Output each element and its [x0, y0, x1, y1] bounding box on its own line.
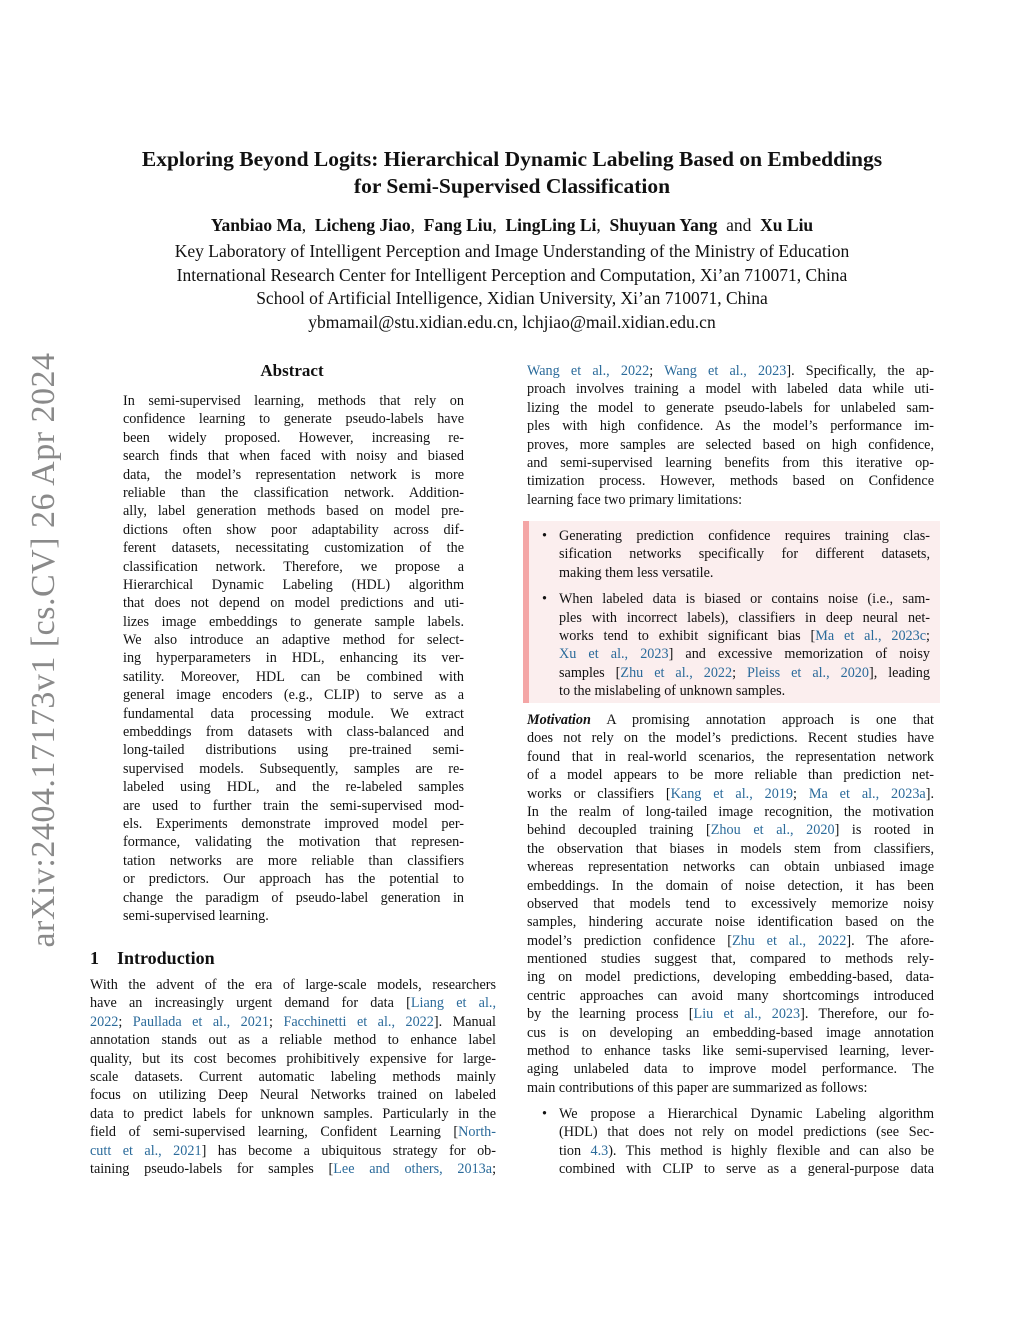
abstract-line: labeled using HDL, and the re-labeled samples: [123, 779, 464, 796]
author-list: Yanbiao Ma, Licheng Jiao, Fang Liu, LingLing Li, Shuyuan Yang and Xu Liu: [210, 215, 814, 235]
abstract-line: We also introduce an adaptive method for select-: [123, 632, 464, 649]
abstract-line: lizes image embeddings to generate sample labels.: [123, 613, 464, 630]
abstract-line: ing hyperparameters in HDL, enhancing its ver-: [123, 650, 464, 667]
citation-link[interactable]: Xu et al., 2023: [559, 646, 669, 663]
abstract-line: In semi-supervised learning, methods that rely on: [123, 393, 464, 409]
motivation-label: Motivation: [527, 712, 591, 728]
affiliation-3: School of Artificial Intelligence, Xidian University, Xi’an 710071, China: [256, 288, 768, 308]
abstract-line: tation networks are more reliable than classifiers: [123, 852, 464, 869]
intro-line: With the advent of the era of large-scale models, researchers: [90, 977, 496, 993]
abstract-line: Hierarchical Dynamic Labeling (HDL) algorithm: [123, 576, 464, 593]
citation-link[interactable]: Lee and others, 2013a: [333, 1160, 493, 1177]
body-line: learning face two primary limitations:: [527, 491, 743, 508]
limitations-list: [540, 527, 930, 701]
paper-title: [80, 146, 944, 200]
abstract-line: that does not depend on model predictions and uti-: [123, 595, 464, 612]
list-item: • Generating prediction confidence requires training clas- sification networks specifically for different datasets, making them less versatile.: [542, 528, 930, 581]
section-ref-link[interactable]: 4.3: [590, 1142, 609, 1159]
abstract-line: satility. Moreover, HDL can be combined with: [123, 668, 464, 685]
citation-link[interactable]: Ma et al., 2023c: [815, 627, 927, 644]
intro-line: annotation stands out as a reliable method to enhance label: [90, 1032, 496, 1049]
abstract-line: general image encoders (e.g., CLIP) to serve as a: [123, 687, 464, 704]
authors-and: and: [726, 215, 752, 235]
section-number: 1: [90, 948, 99, 968]
intro-line: cutt et al., 2021] has become a ubiquitous strategy for ob-: [90, 1142, 496, 1159]
citation-link[interactable]: Liu et al., 2023: [693, 1006, 801, 1023]
citation-link[interactable]: Kang et al., 2019: [670, 785, 794, 802]
contributions-list: [542, 1105, 934, 1179]
abstract-line: are used to further train the semi-supervised mod-: [123, 797, 464, 814]
abstract-line: or predictors. Our approach has the potential to: [123, 871, 464, 888]
right-column-intro: [527, 362, 934, 509]
list-item: • When labeled data is biased or contains noise (i.e., sam- ples with incorrect labels), classifiers in deep neural net- works tend to exhibit significant bias [Ma et al., 2023c; Xu et al., 2023] and excessive memorization of noisy samples [Zhu et al., 2022; Pleiss et al., 2020], leading to the mislabeling of unknown samples.: [542, 591, 930, 700]
section-title: Introduction: [117, 948, 215, 968]
citation-link[interactable]: Wang et al., 2023: [664, 363, 787, 379]
abstract-body: [123, 392, 464, 925]
citation-link[interactable]: Wang et al., 2022: [527, 363, 650, 379]
body-line: timization process. However, methods based on Confidence: [527, 473, 934, 490]
list-item: • We propose a Hierarchical Dynamic Labeling algorithm (HDL) that does not rely on model predictions (see Sec- tion 4.3). This method is highly flexible and can also be combined with CLIP to serve as a general-purpose data: [542, 1106, 934, 1178]
title-line-2: for Semi-Supervised Classification: [353, 174, 671, 198]
abstract-line: els. Experiments demonstrate improved model per-: [123, 815, 464, 832]
author-emails: ybmamail@stu.xidian.edu.cn, lchjiao@mail.xidian.edu.cn: [308, 311, 716, 332]
section-heading-introduction: [90, 948, 215, 969]
abstract-line: embeddings from datasets with class-balanced and: [123, 724, 464, 741]
citation-link[interactable]: Zhou et al., 2020: [710, 822, 835, 839]
author-3: Fang Liu: [423, 215, 493, 235]
body-line: lizing the model to generate pseudo-labels for unlabeled sam-: [527, 399, 934, 416]
abstract-line: search finds that when faced with noisy and biased: [123, 448, 464, 465]
bullet-icon: •: [542, 528, 547, 544]
intro-line: quality, but its cost becomes prohibitively expensive for large-: [90, 1050, 496, 1067]
citation-link[interactable]: 2022: [90, 1013, 119, 1030]
abstract-line: ferent datasets, necessitating customization of the: [123, 540, 464, 557]
citation-link[interactable]: Zhu et al., 2022: [620, 664, 733, 681]
author-5: Shuyuan Yang: [609, 215, 718, 235]
body-line: and semi-supervised learning benefits from this iterative op-: [527, 454, 934, 471]
intro-line: have an increasingly urgent demand for data [Liang et al.,: [90, 995, 496, 1012]
abstract-line: fundamental data processing module. We extract: [123, 705, 464, 722]
body-line: Wang et al., 2022; Wang et al., 2023]. Specifically, the ap-: [527, 363, 934, 379]
abstract-line: reliable than the classification network. Addition-: [123, 484, 464, 501]
body-line: proach involves training a model with labeled data while uti-: [527, 381, 934, 398]
introduction-body: [90, 976, 496, 1178]
citation-link[interactable]: Zhu et al., 2022: [731, 932, 847, 949]
abstract-line: long-tailed distributions using pre-trained semi-: [123, 742, 464, 759]
author-1: Yanbiao Ma: [210, 215, 302, 235]
abstract-line: formance, validating the motivation that represen-: [123, 834, 464, 851]
citation-link[interactable]: cutt et al., 2021: [90, 1142, 202, 1159]
abstract-line: semi-supervised learning.: [123, 907, 269, 924]
abstract-line: data, the model’s representation network is more: [123, 466, 464, 483]
abstract-line: confidence learning to generate pseudo-labels have: [123, 411, 464, 428]
bullet-icon: •: [542, 591, 547, 608]
citation-link[interactable]: Pleiss et al., 2020: [747, 664, 869, 681]
citation-link[interactable]: Facchinetti et al., 2022: [283, 1013, 434, 1030]
arxiv-id: arXiv:2404.17173v1 [cs.CV] 26 Apr 2024: [25, 352, 62, 948]
abstract-line: supervised models. Subsequently, samples are re-: [123, 760, 464, 777]
affiliation-2: International Research Center for Intelligent Perception and Computation, Xi’an 710071, China: [176, 264, 848, 285]
title-line-1: Exploring Beyond Logits: Hierarchical Dynamic Labeling Based on Embeddings: [141, 147, 883, 171]
body-line: ples with high confidence. As the model’s performance im-: [527, 418, 934, 435]
citation-link[interactable]: Ma et al., 2023a: [808, 785, 926, 802]
abstract-heading: Abstract: [260, 361, 324, 380]
intro-line: taining pseudo-labels for samples [Lee and others, 2013a;: [90, 1160, 497, 1177]
body-line: proves, more samples are selected based on high confidence,: [527, 436, 934, 453]
bullet-icon: •: [542, 1106, 547, 1122]
intro-line: scale datasets. Current automatic labeling methods mainly: [90, 1068, 496, 1085]
citation-link[interactable]: Liang et al.,: [410, 995, 496, 1012]
citation-link[interactable]: Paullada et al., 2021: [132, 1013, 270, 1030]
motivation-paragraph: Motivation A promising annotation approach is one that does not rely on the model’s predictions. Recent studies have found that in real-world scenarios, the representation network of a model appears to be more reliable than prediction net- works or classifiers [Kang et al., 2019; Ma et al., 2023a]. In the realm of long-tailed image recognition, the motivation behind decoupled training [Zhou et al., 2020] is rooted in the observation that biases in models stem from classifiers, whereas representation networks can obtain unbiased image embeddings. In the domain of noise detection, it has been observed that models tend to excessively memorize noisy samples, hindering accurate noise identification based on the model’s prediction confidence [Zhu et al., 2022]. The afore- mentioned studies suggest that, compared to methods rely- ing on model predictions, developing embedding-based, data- centric approaches can avoid many shortcomings introduced by the learning process [Liu et al., 2023]. Therefore, our fo- cus is on developing an embedding-based image annotation method to enhance tasks like semi-supervised learning, lever- aging unlabeled data to improve model performance. The main contributions of this paper are summarized as follows:: [527, 712, 935, 1096]
intro-line: focus on utilizing Deep Neural Networks trained on labeled: [90, 1087, 496, 1104]
intro-line: 2022; Paullada et al., 2021; Facchinetti et al., 2022]. Manual: [90, 1013, 496, 1030]
affiliations: [60, 240, 964, 334]
abstract-line: ally, label generation methods based on model pre-: [123, 503, 464, 520]
abstract-line: classification network. Therefore, we propose a: [123, 558, 464, 575]
abstract-line: dictions often show poor adaptability across dif-: [123, 521, 464, 538]
author-2: Licheng Jiao: [314, 215, 411, 235]
citation-link[interactable]: North-: [458, 1124, 496, 1141]
intro-line: data to predict labels for unknown samples. Particularly in the: [90, 1105, 496, 1122]
intro-line: field of semi-supervised learning, Confident Learning [North-: [90, 1124, 496, 1141]
affiliation-1: Key Laboratory of Intelligent Perception and Image Understanding of the Ministry of Education: [174, 241, 850, 261]
abstract-line: been widely proposed. However, increasing re-: [123, 429, 464, 446]
author-6: Xu Liu: [760, 215, 814, 235]
abstract-line: change the paradigm of pseudo-label generation in: [123, 889, 464, 906]
author-4: LingLing Li: [505, 215, 597, 235]
